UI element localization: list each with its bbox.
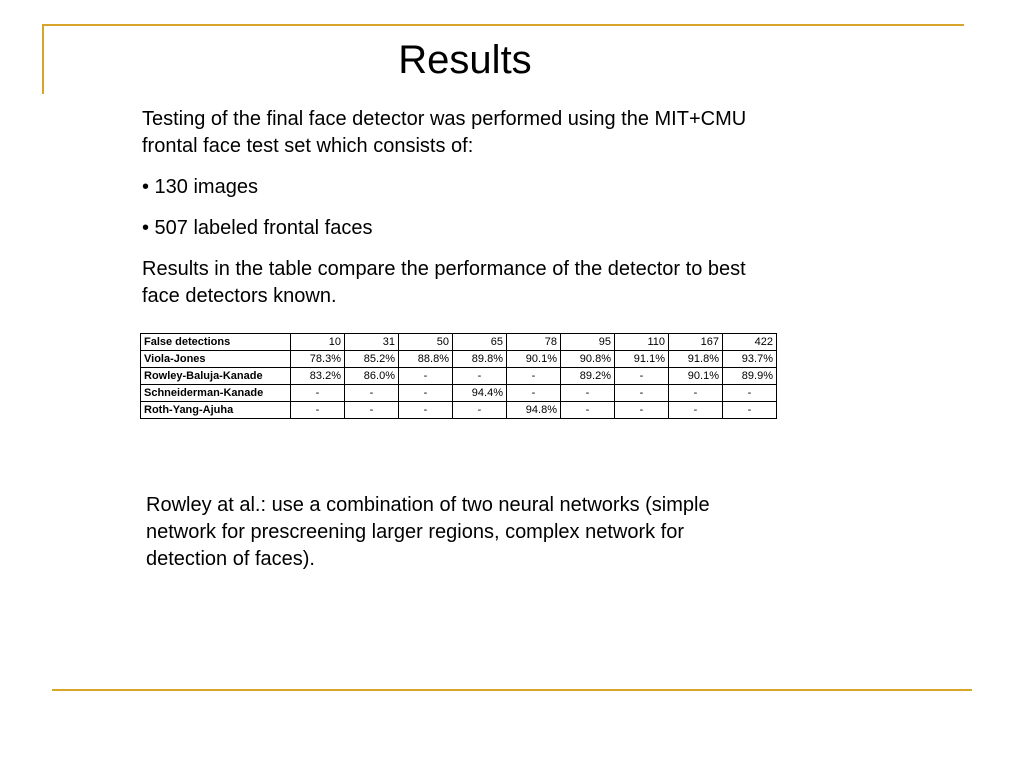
detection-rate-cell: - (507, 385, 561, 402)
detection-rate-cell: - (453, 368, 507, 385)
slide-body (142, 106, 782, 324)
table-row (141, 385, 777, 402)
slide-title: Results (398, 38, 532, 82)
detection-rate-cell: 85.2% (345, 351, 399, 368)
detection-rate-cell: - (615, 385, 669, 402)
detection-rate-cell: 78.3% (291, 351, 345, 368)
detection-rate-cell: - (507, 368, 561, 385)
detection-rate-cell: 89.9% (723, 368, 777, 385)
header-value-cell: 110 (615, 334, 669, 351)
detection-rate-cell: 89.8% (453, 351, 507, 368)
results-table (140, 333, 777, 419)
detection-rate-cell: - (615, 402, 669, 419)
detection-rate-cell: - (669, 385, 723, 402)
detection-rate-cell: - (723, 385, 777, 402)
detector-name-cell: Schneiderman-Kanade (141, 385, 291, 402)
detection-rate-cell: 93.7% (723, 351, 777, 368)
bullet-images: • 130 images (142, 176, 258, 198)
detection-rate-cell: 83.2% (291, 368, 345, 385)
detection-rate-cell: - (723, 402, 777, 419)
detection-rate-cell: 91.1% (615, 351, 669, 368)
header-value-cell: 422 (723, 334, 777, 351)
bottom-accent-line (52, 689, 972, 691)
table-header-row (141, 334, 777, 351)
detection-rate-cell: - (399, 402, 453, 419)
header-value-cell: 10 (291, 334, 345, 351)
detection-rate-cell: - (669, 402, 723, 419)
table-row (141, 368, 777, 385)
detection-rate-cell: 88.8% (399, 351, 453, 368)
header-value-cell: 31 (345, 334, 399, 351)
header-value-cell: 65 (453, 334, 507, 351)
detection-rate-cell: 89.2% (561, 368, 615, 385)
detector-name-cell: Viola-Jones (141, 351, 291, 368)
table-row (141, 351, 777, 368)
detection-rate-cell: - (561, 402, 615, 419)
header-value-cell: 95 (561, 334, 615, 351)
detection-rate-cell: - (291, 402, 345, 419)
comparison-paragraph: Results in the table compare the performance of the detector to best face detectors known. (142, 258, 746, 307)
table-row (141, 402, 777, 419)
detection-rate-cell: - (291, 385, 345, 402)
detection-rate-cell: 90.1% (507, 351, 561, 368)
detection-rate-cell: - (345, 385, 399, 402)
detector-name-cell: Roth-Yang-Ajuha (141, 402, 291, 419)
detection-rate-cell: 90.8% (561, 351, 615, 368)
bullet-faces: • 507 labeled frontal faces (142, 217, 373, 239)
detection-rate-cell: 90.1% (669, 368, 723, 385)
top-accent-line (42, 24, 964, 26)
detection-rate-cell: 94.4% (453, 385, 507, 402)
detection-rate-cell: - (399, 385, 453, 402)
detection-rate-cell: 91.8% (669, 351, 723, 368)
detection-rate-cell: 94.8% (507, 402, 561, 419)
detection-rate-cell: 86.0% (345, 368, 399, 385)
header-value-cell: 78 (507, 334, 561, 351)
detector-name-cell: Rowley-Baluja-Kanade (141, 368, 291, 385)
rowley-note: Rowley at al.: use a combination of two neural networks (simple network for prescreening larger regions, complex network for detection of faces). (146, 494, 710, 570)
header-value-cell: 167 (669, 334, 723, 351)
detection-rate-cell: - (345, 402, 399, 419)
intro-paragraph: Testing of the final face detector was performed using the MIT+CMU frontal face test set which consists of: (142, 108, 747, 157)
detection-rate-cell: - (453, 402, 507, 419)
detection-rate-cell: - (399, 368, 453, 385)
header-value-cell: 50 (399, 334, 453, 351)
detection-rate-cell: - (615, 368, 669, 385)
detection-rate-cell: - (561, 385, 615, 402)
header-label-cell: False detections (141, 334, 291, 351)
